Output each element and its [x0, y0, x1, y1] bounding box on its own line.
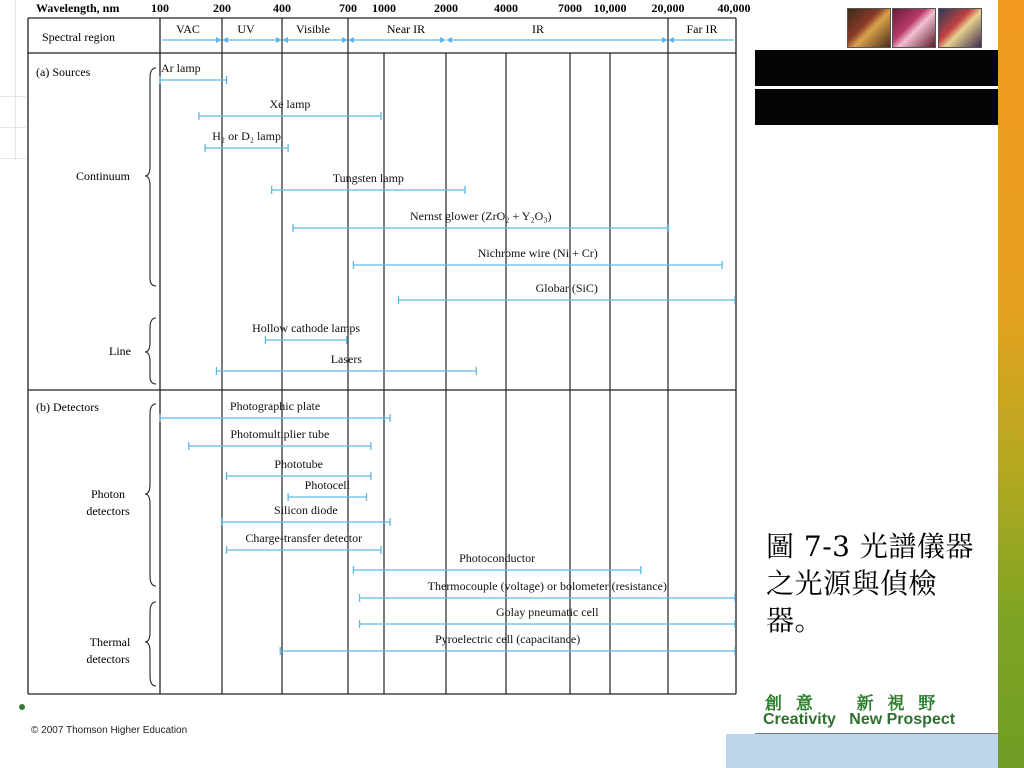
photo-thumbnail-1 [847, 8, 891, 48]
group-photon-label-1: Photon [90, 487, 126, 501]
group-braces [145, 68, 156, 686]
accent-bar [998, 0, 1024, 768]
detector-range-bars [160, 399, 735, 655]
source-label-2: H₂ or D₂ lamp [212, 129, 281, 143]
header-dark-band-top [755, 50, 998, 86]
tick-label-10000: 10,000 [593, 1, 627, 15]
detector-label-3: Photocell [304, 478, 350, 492]
photo-thumbnail-2 [892, 8, 936, 48]
section-detectors-title: (b) Detectors [36, 400, 99, 414]
region-arrows [162, 37, 734, 43]
detector-label-5: Charge-transfer detector [245, 531, 363, 545]
section-sources-title: (a) Sources [36, 65, 91, 79]
brace-thermal [145, 602, 156, 686]
tick-label-200: 200 [213, 1, 231, 15]
source-label-7: Hollow cathode lamps [252, 321, 361, 335]
tick-label-400: 400 [273, 1, 291, 15]
bullet-dot [19, 704, 25, 710]
detector-label-9: Pyroelectric cell (capacitance) [434, 632, 581, 646]
tick-label-40000: 40,000 [717, 1, 751, 15]
spectral-region-header: Spectral region [42, 30, 115, 44]
detector-label-6: Photoconductor [459, 551, 536, 565]
region-far-ir: Far IR [686, 22, 718, 36]
footer-panel [726, 734, 998, 768]
region-ir: IR [532, 22, 544, 36]
tick-label-700: 700 [339, 1, 357, 15]
group-continuum-label: Continuum [75, 169, 131, 183]
copyright-notice: © 2007 Thomson Higher Education [31, 725, 188, 736]
group-line-label: Line [109, 344, 131, 358]
group-photon-label-2: detectors [86, 504, 130, 518]
figure-caption: 圖 7-3 光譜儀器之光源與偵檢器。 [766, 530, 974, 637]
region-visible: Visible [296, 22, 330, 36]
detector-label-7: Thermocouple (voltage) or bolometer (resistance) [427, 579, 667, 593]
brand-slogan-english: Creativity New Prospect [763, 711, 956, 728]
detector-label-4: Silicon diode [274, 503, 338, 517]
photo-thumbnail-3 [938, 8, 982, 48]
region-uv: UV [237, 22, 255, 36]
region-vac: VAC [176, 22, 200, 36]
tick-label-7000: 7000 [558, 1, 582, 15]
tick-label-4000: 4000 [494, 1, 518, 15]
detector-label-1: Photomultiplier tube [230, 427, 330, 441]
tick-label-2000: 2000 [434, 1, 458, 15]
tick-label-1000: 1000 [372, 1, 396, 15]
source-label-0: Ar lamp [161, 61, 201, 75]
source-label-3: Tungsten lamp [332, 171, 404, 185]
group-labels [76, 169, 131, 666]
source-label-6: Globar (SiC) [535, 281, 598, 295]
source-label-5: Nichrome wire (Ni + Cr) [477, 246, 598, 260]
source-range-bars [160, 61, 735, 375]
tick-label-20000: 20,000 [651, 1, 685, 15]
tick-label-100: 100 [151, 1, 169, 15]
brand-slogan-chinese: 創 意 新 視 野 [765, 694, 940, 714]
region-near-ir: Near IR [386, 22, 426, 36]
source-label-4: Nernst glower (ZrO₂ + Y₂O₃) [410, 209, 552, 223]
spectral-regions [176, 22, 717, 36]
detector-label-0: Photographic plate [229, 399, 321, 413]
brace-continuum [145, 68, 156, 286]
source-label-8: Lasers [330, 352, 363, 366]
detector-label-8: Golay pneumatic cell [495, 605, 599, 619]
detector-label-2: Phototube [274, 457, 324, 471]
wavelength-tick-labels [151, 1, 751, 15]
brace-line [145, 318, 156, 384]
source-label-1: Xe lamp [269, 97, 311, 111]
header-dark-band-bottom [755, 89, 998, 125]
group-thermal-label-1: Thermal [89, 635, 131, 649]
wavelength-header: Wavelength, nm [36, 1, 120, 15]
group-thermal-label-2: detectors [86, 652, 130, 666]
brace-photon [145, 404, 156, 586]
